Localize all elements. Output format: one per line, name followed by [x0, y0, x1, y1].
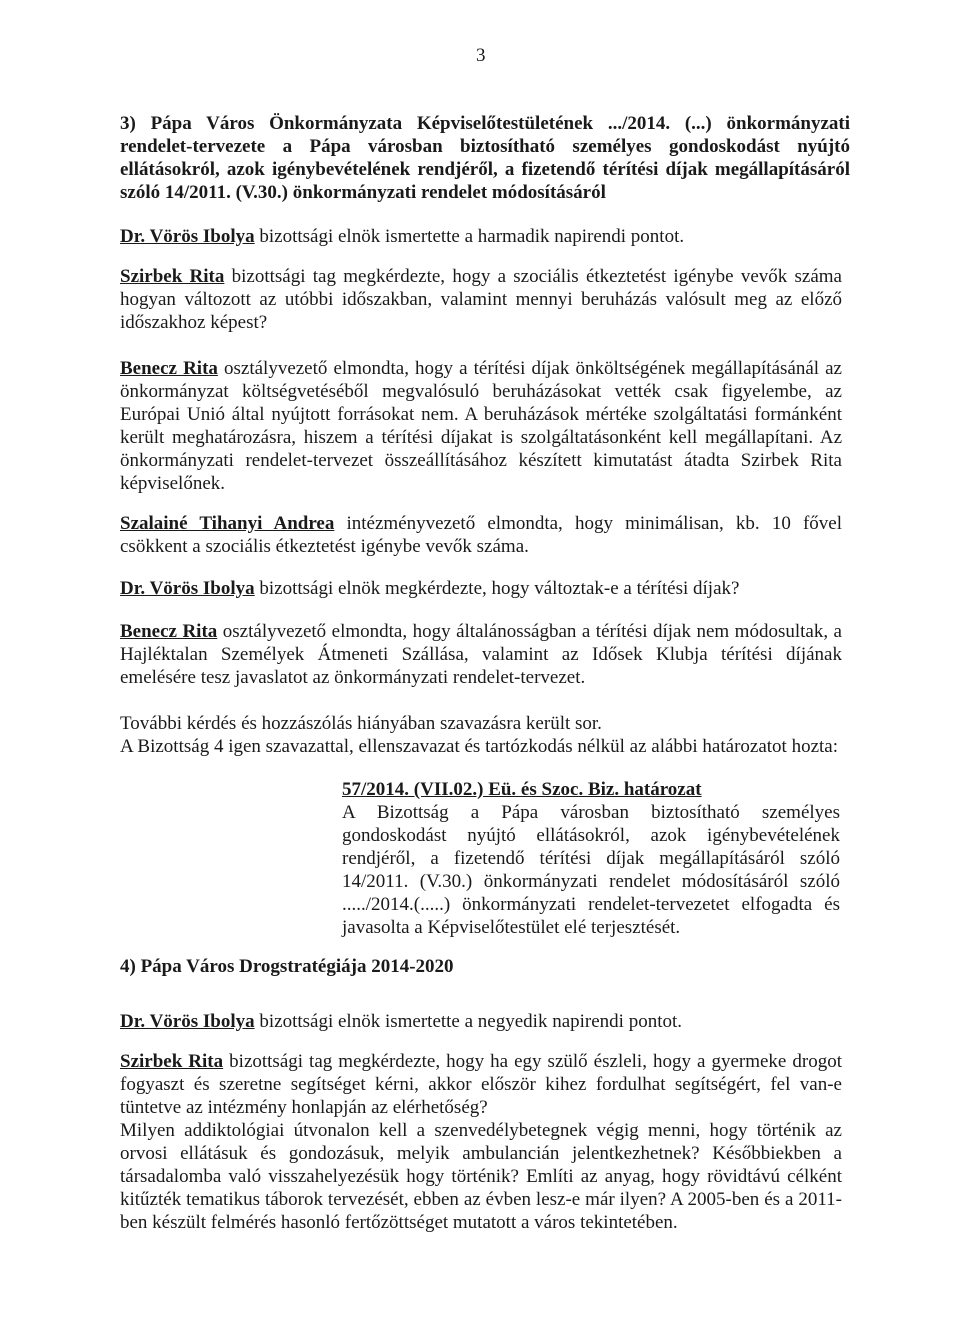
- paragraph-9: [120, 1050, 842, 1119]
- speaker-name: Dr. Vörös Ibolya: [120, 1011, 255, 1032]
- resolution-title: 57/2014. (VII.02.) Eü. és Szoc. Biz. határozat: [342, 779, 702, 800]
- section-3-heading: 3) Pápa Város Önkormányzata Képviselőtestületének .../2014. (...) önkormányzati rendelet-tervezete a Pápa városban biztosítható személyes gondoskodást nyújtó ellátásokról, azok igénybevételének rendjéről, a fizetendő térítési díjak megállapításáról szóló 14/2011. (V.30.) önkormányzati rendelet módosításáról: [120, 113, 850, 203]
- speaker-name: Dr. Vörös Ibolya: [120, 226, 255, 247]
- paragraph-3: [120, 357, 842, 495]
- resolution-block: [342, 778, 840, 939]
- page-number: 3: [476, 45, 486, 66]
- speaker-name: Szirbek Rita: [120, 1051, 224, 1072]
- paragraph-text: intézményvezető elmondta, hogy minimálisan, kb. 10 fővel csökkent a szociális étkeztetést igénybe vevők száma.: [120, 513, 842, 557]
- speaker-name: Dr. Vörös Ibolya: [120, 578, 255, 599]
- speaker-name: Szirbek Rita: [120, 266, 225, 287]
- paragraph-text: bizottsági elnök megkérdezte, hogy változtak-e a térítési díjak?: [254, 578, 740, 599]
- resolution-text: A Bizottság a Pápa városban biztosítható személyes gondoskodást nyújtó ellátásokról, azok igénybevételének rendjéről, a fizetendő térítési díjak megállapításáról szóló 14/2011. (V.30.) önkormányzati rendelet módosításáról szóló ...../2014.(.....) önkormányzati rendelet-tervezetet elfogadta és javasolta a Képviselőtestület elé terjesztését.: [342, 802, 840, 938]
- paragraph-8: [120, 1010, 842, 1033]
- paragraph-6b: További kérdés és hozzászólás hiányában szavazásra került sor.: [120, 713, 602, 734]
- paragraph-9b: Milyen addiktológiai útvonalon kell a szenvedélybetegnek végig menni, hogy történik az orvosi ellátásuk és gondozásuk, melyik ambulancián jelentkezhetnek? Későbbiekben a társadalomba való visszahelyezésük hogy történik? Említi az anyag, hogy rövidtávú célként kitűzték tematikus táborok tervezését, ebben az évben lesz-e már ilyen? A 2005-ben és a 2011-ben készült felmérés hasonló fertőzöttséget mutatott a város tekintetében.: [120, 1120, 842, 1233]
- paragraph-6: [120, 620, 842, 689]
- paragraph-text: bizottsági tag megkérdezte, hogy ha egy szülő észleli, hogy a gyermeke drogot fogyaszt és szeretne segítséget kérni, akkor először kihez fordulhat segítségért, fel van-e tüntetve az intézmény honlapján az elérhetőség?: [120, 1051, 842, 1118]
- vote-paragraph: A Bizottság 4 igen szavazattal, ellenszavazat és tartózkodás nélkül az alábbi határozatot hozta:: [120, 736, 839, 757]
- paragraph-text: bizottsági tag megkérdezte, hogy a szociális étkeztetést igénybe vevők száma hogyan változott az utóbbi időszakban, valamint mennyi beruházás valósult meg az előző időszakhoz képest?: [120, 266, 842, 333]
- speaker-name: Benecz Rita: [120, 621, 218, 642]
- section-4-heading: 4) Pápa Város Drogstratégiája 2014-2020: [120, 956, 454, 977]
- paragraph-1: [120, 225, 842, 248]
- paragraph-text: osztályvezető elmondta, hogy általánosságban a térítési díjak nem módosultak, a Hajléktalan Személyek Átmeneti Szállása, valamint az Idősek Klubja térítési díjának emelésére tesz javaslatot az önkormányzati rendelet-tervezet.: [120, 621, 842, 688]
- paragraph-4: [120, 512, 842, 558]
- speaker-name: Szalainé Tihanyi Andrea: [120, 513, 335, 534]
- paragraph-text: osztályvezető elmondta, hogy a térítési díjak önköltségének megállapításánál az önkormányzat költségvetéséből megvalósuló beruházásokat vették csak figyelembe, az Európai Unió által nyújtott forrásokat nem. A beruházások mértéke szolgáltatási formánként került meghatározásra, hiszem a térítési díjakat is szolgáltatásonként kell megállapítani. Az önkormányzati rendelet-tervezet összeállításához készített kimutatást átadta Szirbek Rita képviselőnek.: [120, 358, 842, 494]
- speaker-name: Benecz Rita: [120, 358, 218, 379]
- paragraph-5: [120, 577, 842, 600]
- paragraph-2: [120, 265, 842, 334]
- paragraph-text: bizottsági elnök ismertette a negyedik napirendi pontot.: [254, 1011, 682, 1032]
- paragraph-text: bizottsági elnök ismertette a harmadik napirendi pontot.: [254, 226, 685, 247]
